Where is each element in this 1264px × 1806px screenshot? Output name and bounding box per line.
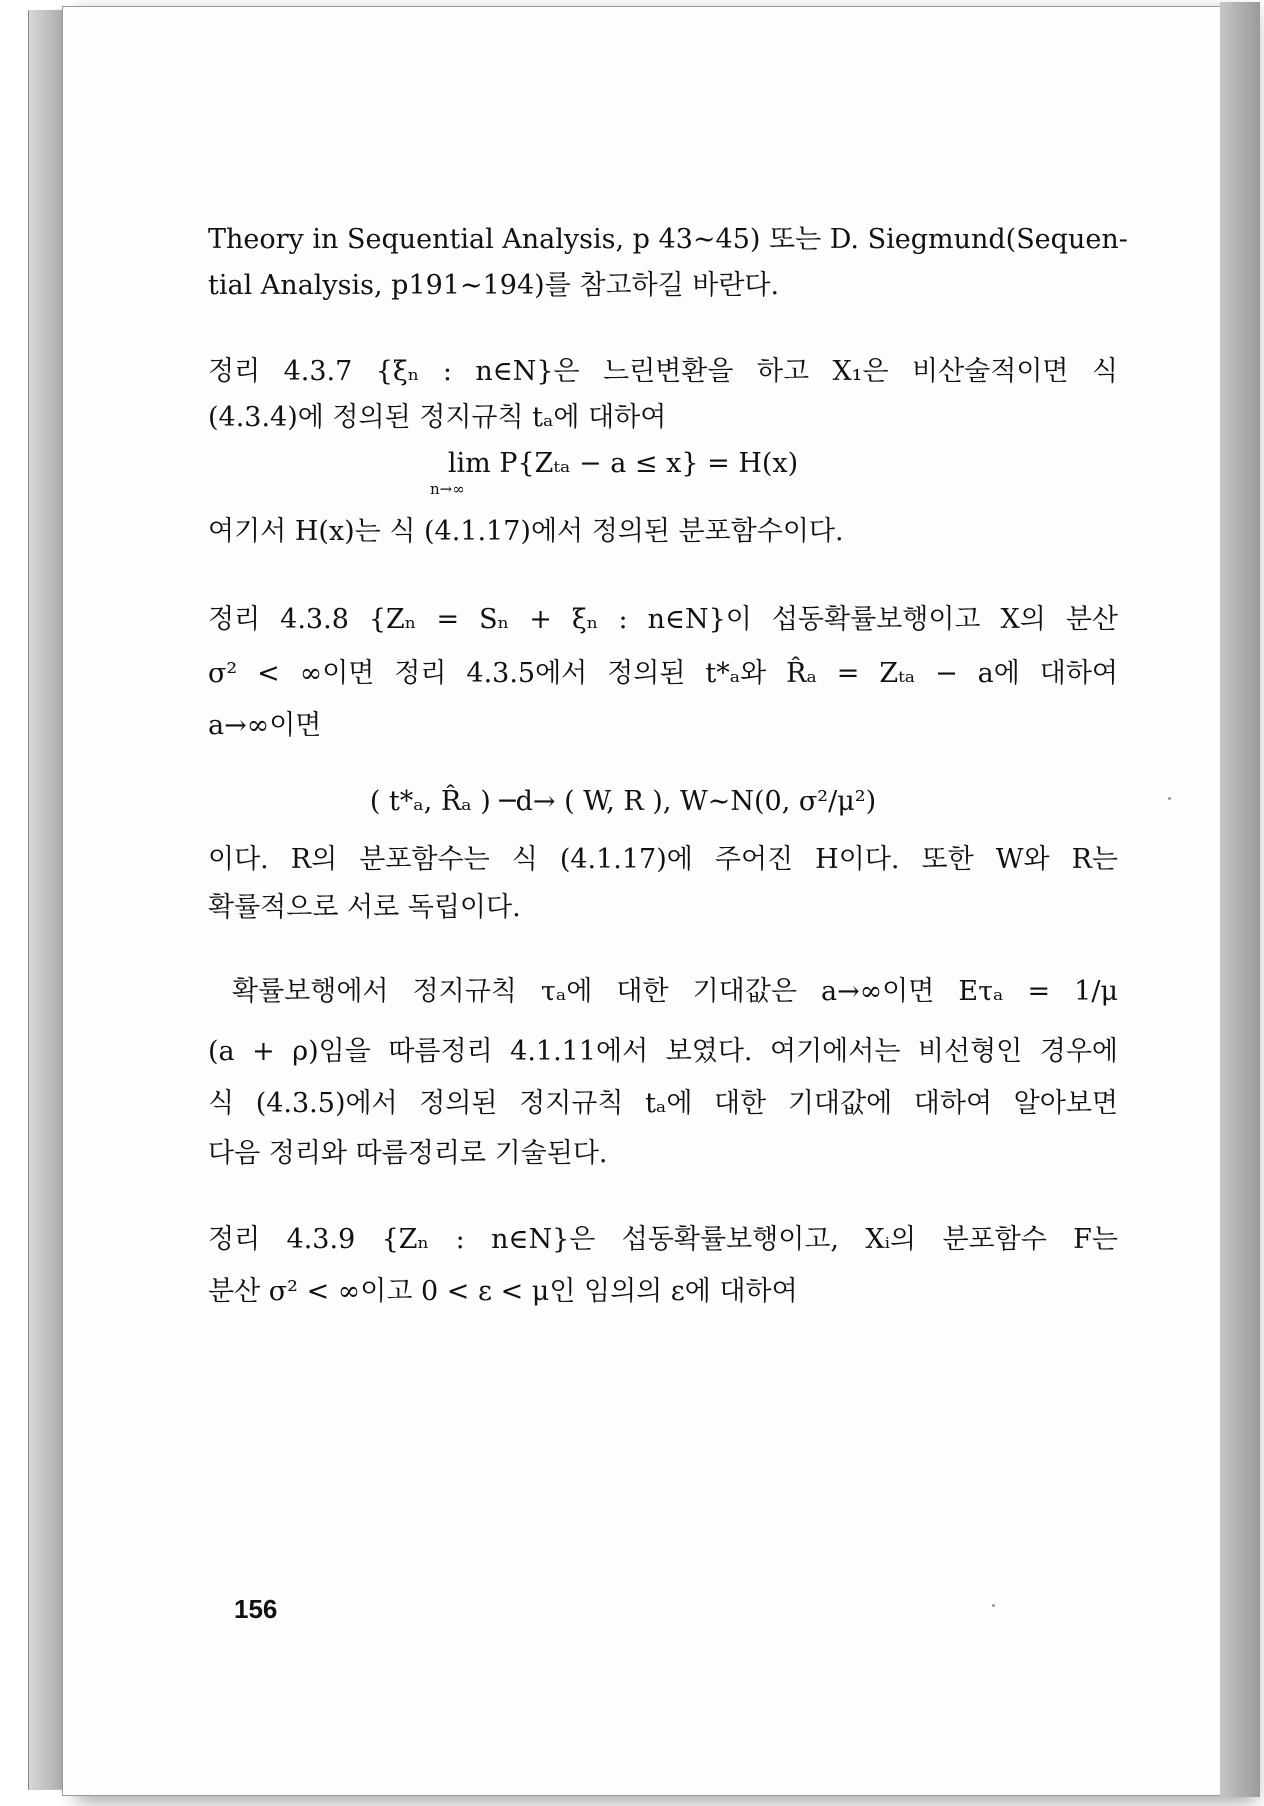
book-right-edge — [1220, 2, 1260, 1797]
text-line-2: tial Analysis, p191∼194)를 참고하길 바란다. — [208, 270, 780, 301]
text-line-7: 여기서 H(x)는 식 (4.1.17)에서 정의된 분포함수이다. — [208, 516, 844, 547]
equation-limit: lim P{Zₜₐ − a ≤ x} = H(x) — [447, 448, 799, 479]
text-line-14: 확률보행에서 정지규칙 τₐ에 대한 기대값은 a→∞이면 Eτₐ = 1/μ — [232, 976, 1118, 1007]
text-line-12: 이다. R의 분포함수는 식 (4.1.17)에 주어진 H이다. 또한 W와 R는 — [208, 844, 1118, 875]
equation-convergence: ( t*ₐ, R̂ₐ ) ─d→ ( W, R ), W∼N(0, σ²/μ²) — [369, 786, 877, 817]
book-left-edge — [28, 10, 65, 1790]
theorem-4-3-8-heading: 정리 4.3.8 {Zₙ = Sₙ + ξₙ : n∈N}이 섭동확률보행이고 X의 분산 — [208, 604, 1118, 635]
text-line-13: 확률적으로 서로 독립이다. — [208, 892, 521, 923]
speck — [1168, 797, 1171, 800]
equation-limit-subscript: n→∞ — [430, 480, 465, 498]
speck — [992, 1604, 995, 1607]
text-line-16: 식 (4.3.5)에서 정의된 정지규칙 tₐ에 대한 기대값에 대하여 알아보면 — [208, 1088, 1118, 1119]
text-line-9: σ² < ∞이면 정리 4.3.5에서 정의된 t*ₐ와 R̂ₐ = Zₜₐ − a에 대하여 — [208, 658, 1118, 689]
theorem-4-3-7-heading: 정리 4.3.7 {ξₙ : n∈N}은 느린변환을 하고 X₁은 비산술적이면 식 — [208, 356, 1118, 387]
text-line-1: Theory in Sequential Analysis, p 43∼45) 또는 D. Siegmund(Sequen- — [208, 224, 1128, 255]
text-line-17: 다음 정리와 따름정리로 기술된다. — [208, 1138, 608, 1169]
text-line-10: a→∞이면 — [208, 710, 322, 741]
theorem-4-3-9-heading: 정리 4.3.9 {Zₙ : n∈N}은 섭동확률보행이고, Xᵢ의 분포함수 F는 — [208, 1224, 1118, 1255]
text-line-4: (4.3.4)에 정의된 정지규칙 tₐ에 대하여 — [208, 402, 667, 433]
text-line-15: (a + ρ)임을 따름정리 4.1.11에서 보였다. 여기에서는 비선형인 경우에 — [208, 1036, 1118, 1067]
text-line-19: 분산 σ² < ∞이고 0 < ε < μ인 임의의 ε에 대하여 — [208, 1276, 798, 1307]
page-number: 156 — [234, 1594, 278, 1624]
